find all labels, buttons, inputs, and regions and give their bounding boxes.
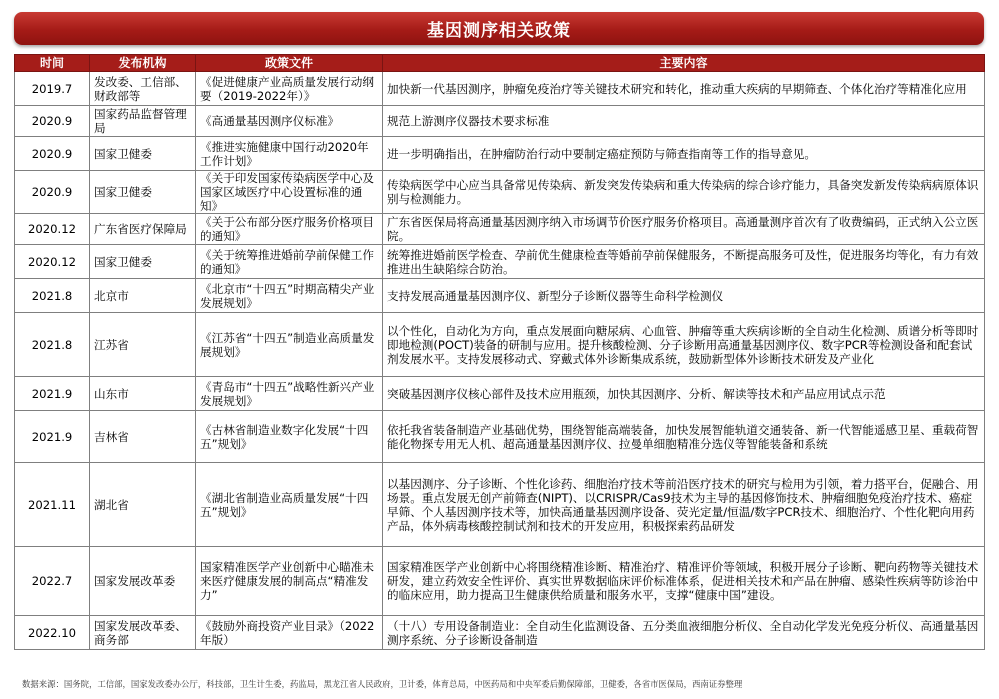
table-row (15, 377, 985, 411)
table-row (15, 547, 985, 616)
table-row (15, 616, 985, 650)
row-org: 山东市 (90, 377, 196, 411)
source-note: 数据来源：国务院，工信部，国家发改委办公厅，科技部，卫生计生委，药监局，黑龙江省人民政府，卫计委，体育总局，中医药局和中央军委后勤保障部，卫健委，各省市医保局，西南证券整理 (22, 679, 743, 689)
row-time: 2021.9 (15, 377, 90, 411)
page-title: 基因测序相关政策 (427, 21, 571, 41)
table-body (15, 72, 985, 650)
table-row (15, 313, 985, 377)
row-time: 2022.7 (15, 547, 90, 616)
row-time: 2021.11 (15, 463, 90, 547)
table-row (15, 463, 985, 547)
row-org: 国家卫健委 (90, 171, 196, 214)
row-time: 2019.7 (15, 72, 90, 106)
row-doc: 《关于印发国家传染病医学中心及国家区域医疗中心设置标准的通知》 (196, 171, 383, 214)
table-header-row (15, 55, 985, 72)
row-content: 以基因测序、分子诊断、个性化诊药、细胞治疗技术等前沿医疗技术的研究与检用为引领，着力搭平台，促融合、用场景。重点发展无创产前筛查(NIPT)、以CRISPR/Cas9技术为主导的基因修饰技术、肿瘤细胞免疫治疗技术、癌症早筛、个人基因测序技术等，加快高通量基因测序设备、荧光定量/恒温/数字PCR技术、细胞治疗、个性化靶向用药产品，体外病毒核酸控制试剂和技术的开发应用，积极探索药品研发 (383, 463, 985, 547)
column-header-doc: 政策文件 (196, 55, 383, 72)
row-content: 加快新一代基因测序，肿瘤免疫治疗等关键技术研究和转化，推动重大疾病的早期筛查、个体化治疗等精准化应用 (383, 72, 985, 106)
row-org: 国家卫健委 (90, 137, 196, 171)
row-doc: 《北京市“十四五”时期高精尖产业发展规划》 (196, 279, 383, 313)
row-doc: 《促进健康产业高质量发展行动纲要（2019-2022年）》 (196, 72, 383, 106)
row-time: 2020.12 (15, 245, 90, 279)
row-content: 进一步明确指出，在肿瘤防治行动中要制定癌症预防与筛查指南等工作的指导意见。 (383, 137, 985, 171)
row-content: 突破基因测序仪核心部件及技术应用瓶颈，加快其因测序、分析、解读等技术和产品应用试点示范 (383, 377, 985, 411)
row-content: 国家精准医学产业创新中心将围绕精准诊断、精准治疗、精准评价等领域，积极开展分子诊断、靶向药物等关键技术研发，建立药效安全性评价、真实世界数据临床评价标准体系，促进相关技术和产品在肿瘤、感染性疾病等防诊治中的临床应用，助力提高卫生健康供给质量和服务水平，支撑“健康中国”建设。 (383, 547, 985, 616)
row-time: 2021.8 (15, 313, 90, 377)
row-doc: 《古林省制造业数字化发展“十四五”规划》 (196, 411, 383, 463)
row-content: 统筹推进婚前医学检查、孕前优生健康检查等婚前孕前保健服务，不断提高服务可及性，促进服务均等化，有力有效推进出生缺陷综合防治。 (383, 245, 985, 279)
title-banner (14, 12, 984, 45)
row-org: 吉林省 (90, 411, 196, 463)
row-doc: 《青岛市“十四五”战略性新兴产业发展规划》 (196, 377, 383, 411)
table-row (15, 245, 985, 279)
row-content: （十八）专用设备制造业：全自动生化监测设备、五分类血液细胞分析仪、全自动化学发光免疫分析仪、高通量基因测序系统、分子诊断设备制造 (383, 616, 985, 650)
row-doc: 《江苏省“十四五”制造业高质量发展规划》 (196, 313, 383, 377)
row-org: 北京市 (90, 279, 196, 313)
row-org: 国家发展改革委、商务部 (90, 616, 196, 650)
row-doc: 《高通量基因测序仪标准》 (196, 106, 383, 137)
row-time: 2022.10 (15, 616, 90, 650)
table-row (15, 279, 985, 313)
row-time: 2021.9 (15, 411, 90, 463)
row-content: 支持发展高通量基因测序仪、新型分子诊断仪器等生命科学检测仪 (383, 279, 985, 313)
row-content: 依托我省装备制造产业基础优势，围绕智能高端装备，加快发展智能轨道交通装备、新一代智能遥感卫星、重载荷智能化物探专用无人机、超高通量基因测序仪、拉曼单细胞精准分选仪等智能装备和系统 (383, 411, 985, 463)
row-content: 传染病医学中心应当具备常见传染病、新发突发传染病和重大传染病的综合诊疗能力，具备突发新发传染病病原体识别与检测能力。 (383, 171, 985, 214)
row-org: 湖北省 (90, 463, 196, 547)
column-header-org: 发布机构 (90, 55, 196, 72)
row-time: 2020.9 (15, 171, 90, 214)
policy-table (14, 54, 985, 650)
row-org: 发改委、工信部、财政部等 (90, 72, 196, 106)
row-content: 广东省医保局将高通量基因测序纳入市场调节价医疗服务价格项目。高通量测序首次有了收费编码，正式纳入公立医院。 (383, 214, 985, 245)
row-content: 规范上游测序仪器技术要求标准 (383, 106, 985, 137)
row-doc: 《湖北省制造业高质量发展“十四五”规划》 (196, 463, 383, 547)
row-org: 国家卫健委 (90, 245, 196, 279)
table-row (15, 171, 985, 214)
row-doc: 《鼓励外商投资产业目录》（2022年版） (196, 616, 383, 650)
row-org: 国家发展改革委 (90, 547, 196, 616)
row-time: 2021.8 (15, 279, 90, 313)
row-time: 2020.12 (15, 214, 90, 245)
column-header-content: 主要内容 (383, 55, 985, 72)
row-org: 国家药品监督管理局 (90, 106, 196, 137)
row-doc: 《关于公布部分医疗服务价格项目的通知》 (196, 214, 383, 245)
row-time: 2020.9 (15, 137, 90, 171)
row-doc: 《关于统筹推进婚前孕前保健工作的通知》 (196, 245, 383, 279)
table-row (15, 106, 985, 137)
row-time: 2020.9 (15, 106, 90, 137)
row-org: 广东省医疗保障局 (90, 214, 196, 245)
row-content: 以个性化，自动化为方向，重点发展面向糖尿病、心血管、肿瘤等重大疾病诊断的全自动生化检测、质谱分析等即时即地检测(POCT)装备的研制与应用。提升核酸检测、分子诊断用高通量基因测序仪、数字PCR等检测设备和配套试剂发展水平。支持发展移动式、穿戴式体外诊断集成系统，鼓励新型体外诊断技术研发及产业化 (383, 313, 985, 377)
column-header-time: 时间 (15, 55, 90, 72)
table-row (15, 214, 985, 245)
row-doc: 《推进实施健康中国行动2020年工作计划》 (196, 137, 383, 171)
row-org: 江苏省 (90, 313, 196, 377)
row-doc: 国家精准医学产业创新中心瞄准未来医疗健康发展的制高点“精准发力” (196, 547, 383, 616)
table-row (15, 72, 985, 106)
table-row (15, 137, 985, 171)
table-row (15, 411, 985, 463)
